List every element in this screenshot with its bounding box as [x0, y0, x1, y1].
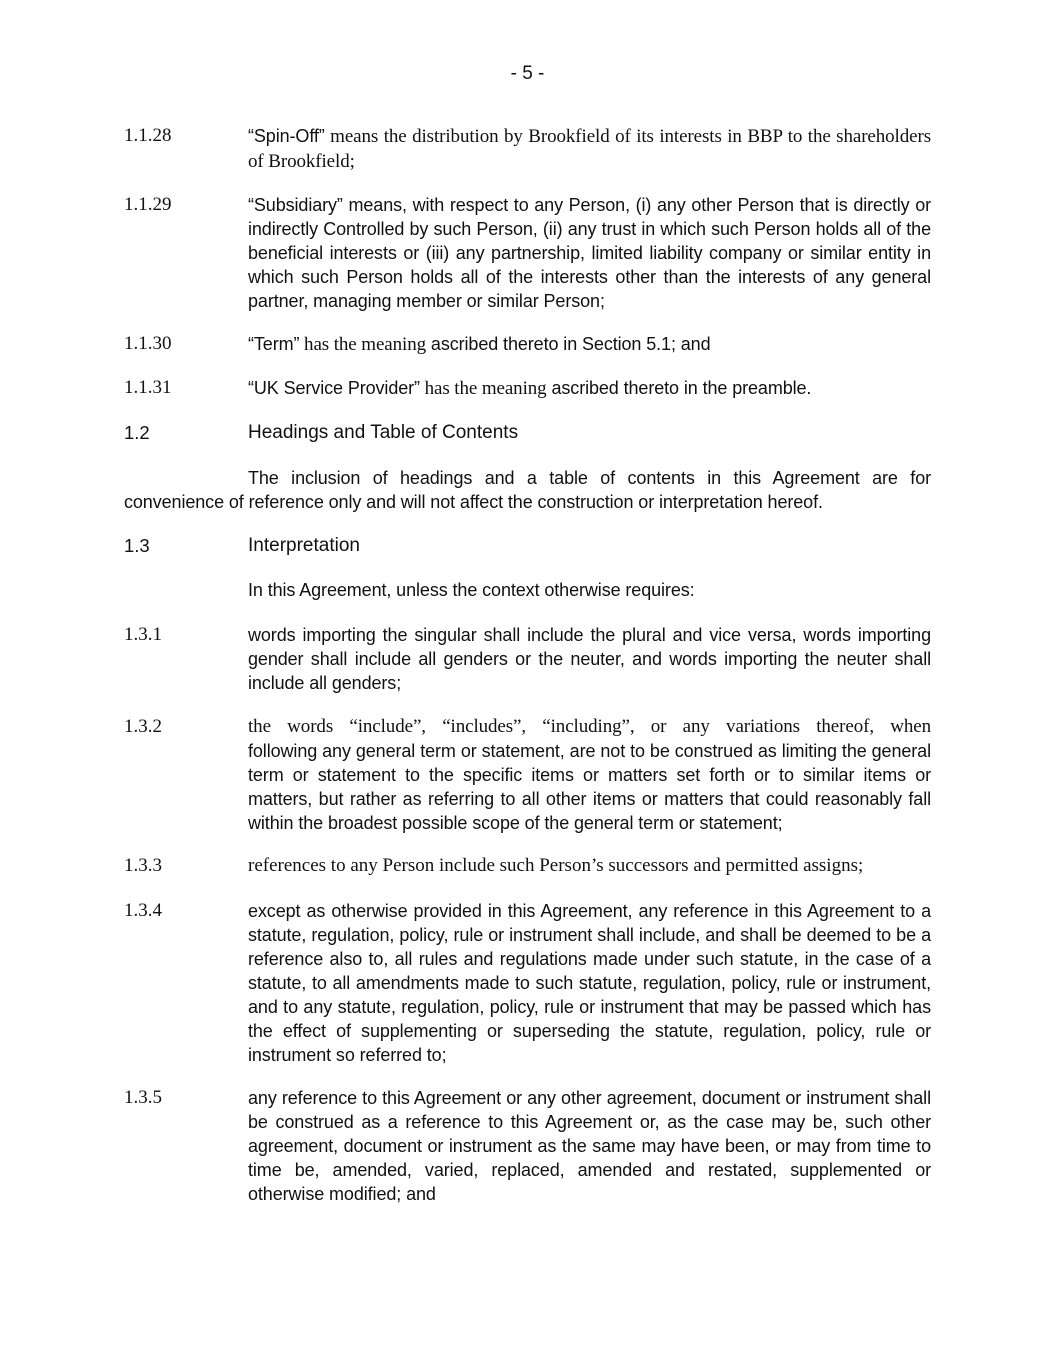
- clause-number: 1.1.29: [124, 194, 172, 215]
- clause-text: references to any Person include such Person’s successors and permitted assigns;: [248, 855, 864, 876]
- section-1-2-paragraph: The inclusion of headings and a table of contents in this Agreement are for convenience of reference only and will not affect the construction or interpretation hereof.: [124, 468, 931, 512]
- definition-body-serif: has the meaning: [419, 378, 547, 399]
- section-number: 1.2: [124, 422, 150, 443]
- clause-text: [248, 715, 931, 835]
- defined-term: “Spin-Off”: [248, 126, 325, 146]
- definition-1-1-29: [124, 193, 931, 315]
- section-number: 1.3: [124, 535, 150, 556]
- defined-term: “UK Service Provider”: [248, 378, 420, 398]
- clause-text-serif: the words “include”, “includes”, “including”, or any variations thereof, when: [248, 716, 931, 737]
- section-heading: Interpretation: [248, 535, 360, 556]
- clause-1-3-4: [124, 899, 931, 1069]
- clause-1-3-2: [124, 715, 931, 837]
- section-1-3-intro: [124, 578, 931, 604]
- definition-body: ascribed thereto in Section 5.1; and: [426, 334, 711, 354]
- clause-1-3-3: [124, 854, 931, 880]
- intro-text: In this Agreement, unless the context otherwise requires:: [248, 580, 695, 600]
- page-number: - 5 -: [510, 63, 545, 84]
- clause-number: 1.3.2: [124, 716, 162, 737]
- clause-number: 1.3.4: [124, 900, 162, 921]
- clause-text: except as otherwise provided in this Agreement, any reference in this Agreement to a statute, regulation, policy, rule or instrument shall include, and shall be deemed to be a reference also to, all rules and regulations made under such statute, in the case of a statute, to all amendments made to such statute, regulation, policy, rule or instrument, and to any statute, regulation, policy, rule or instrument that may be passed which has the effect of supplementing or superseding the statute, regulation, policy, rule or instrument so referred to;: [248, 901, 931, 1065]
- clause-text: any reference to this Agreement or any other agreement, document or instrument shall be construed as a reference to this Agreement or, as the case may be, such other agreement, document or instrument as the same may have been, or may from time to time be, amended, varied, replaced, amended and restated, supplemented or otherwise modified; and: [248, 1088, 931, 1204]
- clause-1-3-1: [124, 623, 931, 697]
- definition-body: means, with respect to any Person, (i) any other Person that is directly or indirectly Controlled by such Person, (ii) any trust in which such Person holds all of the beneficial interests or (iii) any partnership, limited liability company or similar entity in which such Person holds all of the interests other than the interests of any general partner, managing member or similar Person;: [248, 195, 931, 311]
- section-1-3-heading: [124, 534, 931, 560]
- section-heading: Headings and Table of Contents: [248, 422, 519, 443]
- clause-text-body: following any general term or statement, are not to be construed as limiting the general term or statement to the specific items or matters set forth or to similar items or matters, but rather as referring to all other items or matters that could reasonably fall within the broadest possible scope of the general term or statement;: [248, 741, 931, 833]
- defined-term: “Term”: [248, 334, 300, 354]
- definition-body: means the distribution by Brookfield of its interests in BBP to the shareholders of Brookfield;: [248, 126, 931, 172]
- clause-1-3-5: [124, 1086, 931, 1208]
- clause-text: [248, 193, 931, 313]
- clause-text: [248, 376, 931, 401]
- clause-text: words importing the singular shall include the plural and vice versa, words importing gender shall include all genders or the neuter, and words importing the neuter shall include all genders;: [248, 625, 931, 693]
- clause-text: [248, 332, 931, 357]
- clause-number: 1.1.30: [124, 333, 172, 354]
- defined-term: “Subsidiary”: [248, 195, 343, 215]
- clause-number: 1.3.1: [124, 624, 162, 645]
- definition-body: ascribed thereto in the preamble.: [546, 378, 812, 398]
- clause-number: 1.3.3: [124, 855, 162, 876]
- clause-number: 1.1.31: [124, 377, 172, 398]
- definition-1-1-31: [124, 376, 931, 402]
- clause-number: 1.3.5: [124, 1087, 162, 1108]
- definition-1-1-30: [124, 332, 931, 358]
- section-1-2-heading: [124, 421, 931, 447]
- clause-number: 1.1.28: [124, 125, 172, 146]
- definition-body-serif: has the meaning: [299, 334, 427, 355]
- definition-1-1-28: [124, 124, 931, 174]
- clause-text: [248, 124, 931, 174]
